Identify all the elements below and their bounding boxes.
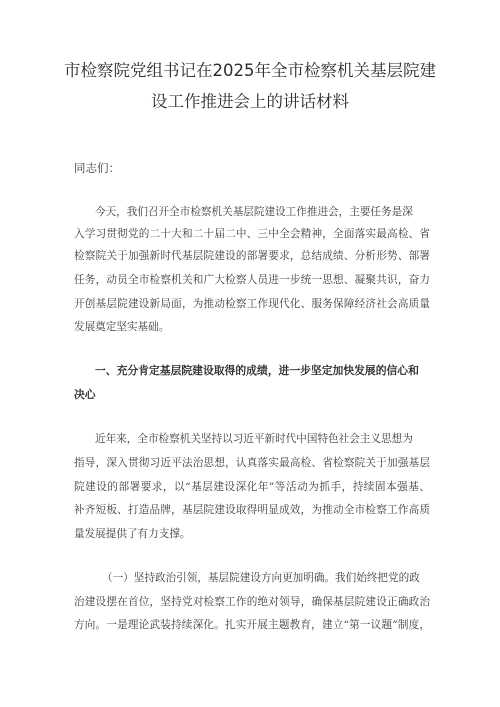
section-1-para-line-4: 补齐短板、打造品牌，基层院建设取得明显成效，为推动全市检察工作高质 <box>74 504 430 516</box>
salutation: 同志们： <box>74 161 120 175</box>
subsection-1-line-1: （一）坚持政治引领，基层院建设方向更加明确。我们始终把党的政 <box>102 572 420 584</box>
section-1-para-line-3: 院建设的部署要求，以“基层建设深化年”等活动为抓手，持续固本强基、 <box>74 481 430 493</box>
intro-line-1: 今天，我们召开全市检察机关基层院建设工作推进会，主要任务是深 <box>95 206 413 218</box>
document-title-line-1: 市检察院党组书记在2025年全市检察机关基层院建 <box>64 61 436 80</box>
intro-line-5: 开创基层院建设新局面，为推动检察工作现代化、服务保障经济社会高质量 <box>74 298 430 310</box>
section-1-para-line-2: 指导，深入贯彻习近平法治思想，认真落实最高检、省检察院关于加强基层 <box>74 457 430 469</box>
subsection-1-line-2: 治建设摆在首位，坚持党对检察工作的绝对领导，确保基层院建设正确政治 <box>74 596 430 608</box>
intro-line-3: 检察院关于加强新时代基层院建设的部署要求，总结成绩、分析形势、部署 <box>74 250 430 262</box>
section-1-heading-line-2: 决心 <box>74 388 96 401</box>
document-title-line-2: 设工作推进会上的讲话材料 <box>151 92 349 111</box>
section-1-heading-line-1: 一、充分肯定基层院建设取得的成绩，进一步坚定加快发展的信心和 <box>95 364 419 377</box>
subsection-1-line-3: 方向。一是理论武装持续深化。扎实开展主题教育，建立“第一议题”制度， <box>74 619 430 631</box>
intro-line-2: 入学习贯彻党的二十大和二十届二中、三中全会精神，全面落实最高检、省 <box>74 228 430 240</box>
section-1-para-line-5: 量发展提供了有力支撑。 <box>74 528 191 540</box>
intro-line-6: 发展奠定坚实基础。 <box>74 321 170 333</box>
section-1-para-line-1: 近年来，全市检察机关坚持以习近平新时代中国特色社会主义思想为 <box>95 433 413 445</box>
intro-line-4: 任务，动员全市检察机关和广大检察人员进一步统一思想、凝聚共识，奋力 <box>74 274 430 286</box>
